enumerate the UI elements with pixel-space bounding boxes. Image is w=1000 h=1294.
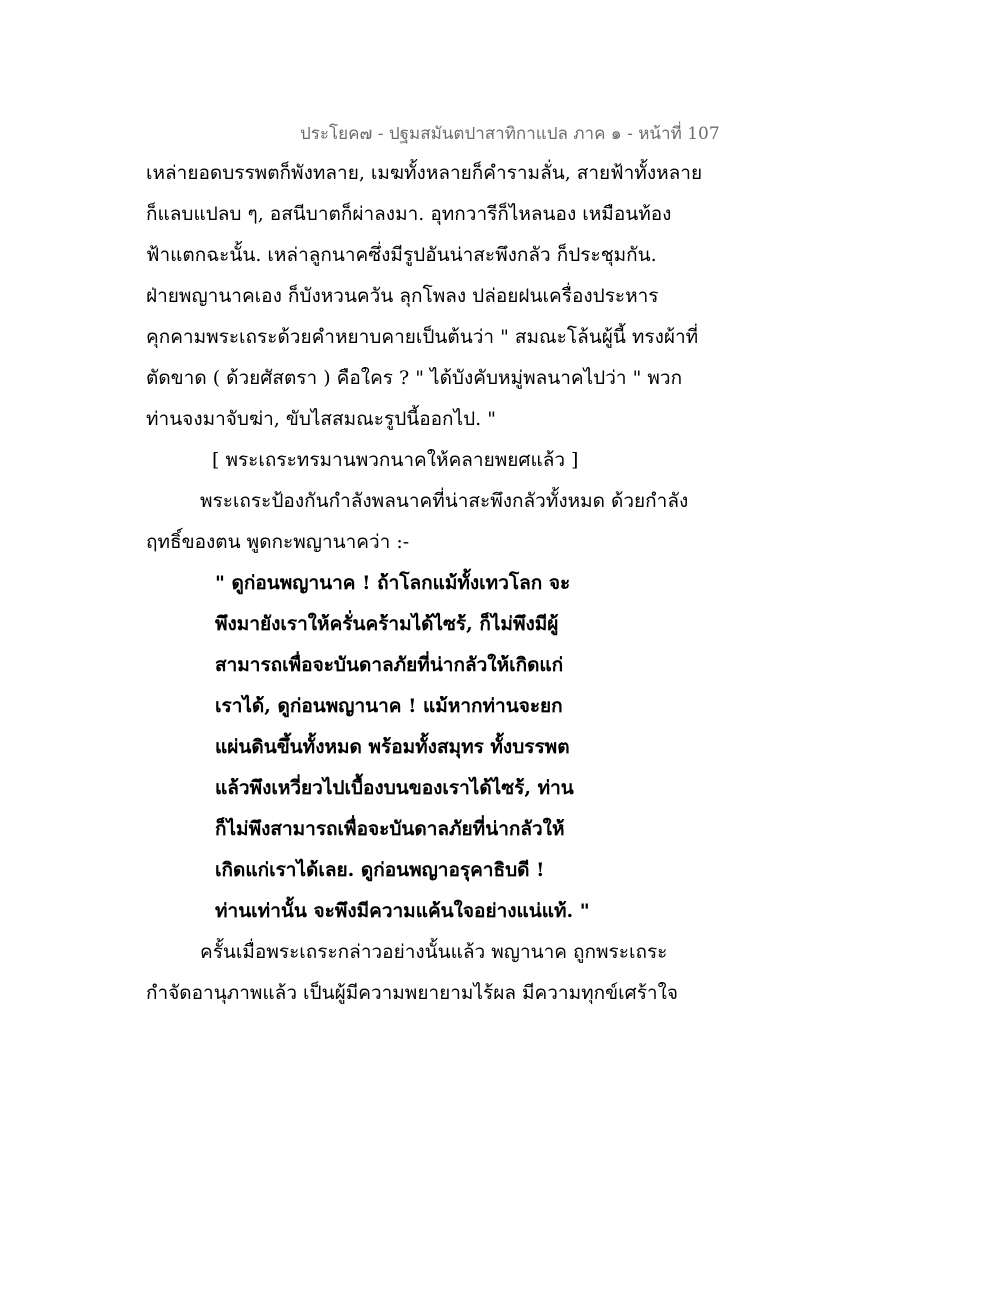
quote-line: เราได้, ดูก่อนพญานาค ! แม้หากท่านจะยก <box>215 695 563 717</box>
paragraph-line: ฟ้าแตกฉะนั้น. เหล่าลูกนาคซึ่งมีรูปอันน่าสะพึงกลัว ก็ประชุมกัน. <box>146 244 657 266</box>
paragraph-line: คุกคามพระเถระด้วยคำหยาบคายเป็นต้นว่า " สมณะโล้นผู้นี้ ทรงผ้าที่ <box>146 326 699 348</box>
paragraph-line: ฝ่ายพญานาคเอง ก็บังหวนควัน ลุกโพลง ปล่อยฝนเครื่องประหาร <box>146 285 659 307</box>
quote-line: พึงมายังเราให้ครั่นคร้ามได้ไซร้, ก็ไม่พึงมีผู้ <box>215 613 559 635</box>
page-header: ประโยค๗ - ปฐมสมันตปาสาทิกาแปล ภาค ๑ - หน้าที่ 107 <box>300 124 720 144</box>
quote-line: เกิดแก่เราได้เลย. ดูก่อนพญาอรุคาธิบดี ! <box>215 859 545 881</box>
paragraph-line: กำจัดอานุภาพแล้ว เป็นผู้มีความพยายามไร้ผล มีความทุกข์เศร้าใจ <box>146 982 678 1004</box>
paragraph-line: เหล่ายอดบรรพตก็พังทลาย, เมฆทั้งหลายก็คำรามลั่น, สายฟ้าทั้งหลาย <box>146 162 703 184</box>
paragraph-line: พระเถระป้องกันกำลังพลนาคที่น่าสะพึงกลัวทั้งหมด ด้วยกำลัง <box>200 490 689 512</box>
section-heading: [ พระเถระทรมานพวกนาคให้คลายพยศแล้ว ] <box>212 449 579 471</box>
paragraph-line: ฤทธิ์ของตน พูดกะพญานาคว่า :- <box>146 531 410 553</box>
quote-line: ท่านเท่านั้น จะพึงมีความแค้นใจอย่างแน่แท้. " <box>215 900 590 922</box>
quote-line: " ดูก่อนพญานาค ! ถ้าโลกแม้ทั้งเทวโลก จะ <box>215 572 571 594</box>
paragraph-line: ครั้นเมื่อพระเถระกล่าวอย่างนั้นแล้ว พญานาค ถูกพระเถระ <box>200 941 668 963</box>
quote-line: แผ่นดินขึ้นทั้งหมด พร้อมทั้งสมุทร ทั้งบรรพต <box>215 736 570 758</box>
paragraph-line: ตัดขาด ( ด้วยศัสตรา ) คือใคร ? " ได้บังคับหมู่พลนาคไปว่า " พวก <box>146 367 683 389</box>
quote-line: ก็ไม่พึงสามารถเพื่อจะบันดาลภัยที่น่ากลัวให้ <box>215 818 565 840</box>
paragraph-line: ท่านจงมาจับฆ่า, ขับไสสมณะรูปนี้ออกไป. " <box>146 408 496 430</box>
quote-line: สามารถเพื่อจะบันดาลภัยที่น่ากลัวให้เกิดแก่ <box>215 654 564 676</box>
quote-line: แล้วพึงเหวี่ยวไปเบื้องบนของเราได้ไซร้, ท่าน <box>215 777 574 799</box>
paragraph-line: ก็แลบแปลบ ๆ, อสนีบาตก็ผ่าลงมา. อุทกวารีก็ไหลนอง เหมือนท้อง <box>146 203 672 225</box>
